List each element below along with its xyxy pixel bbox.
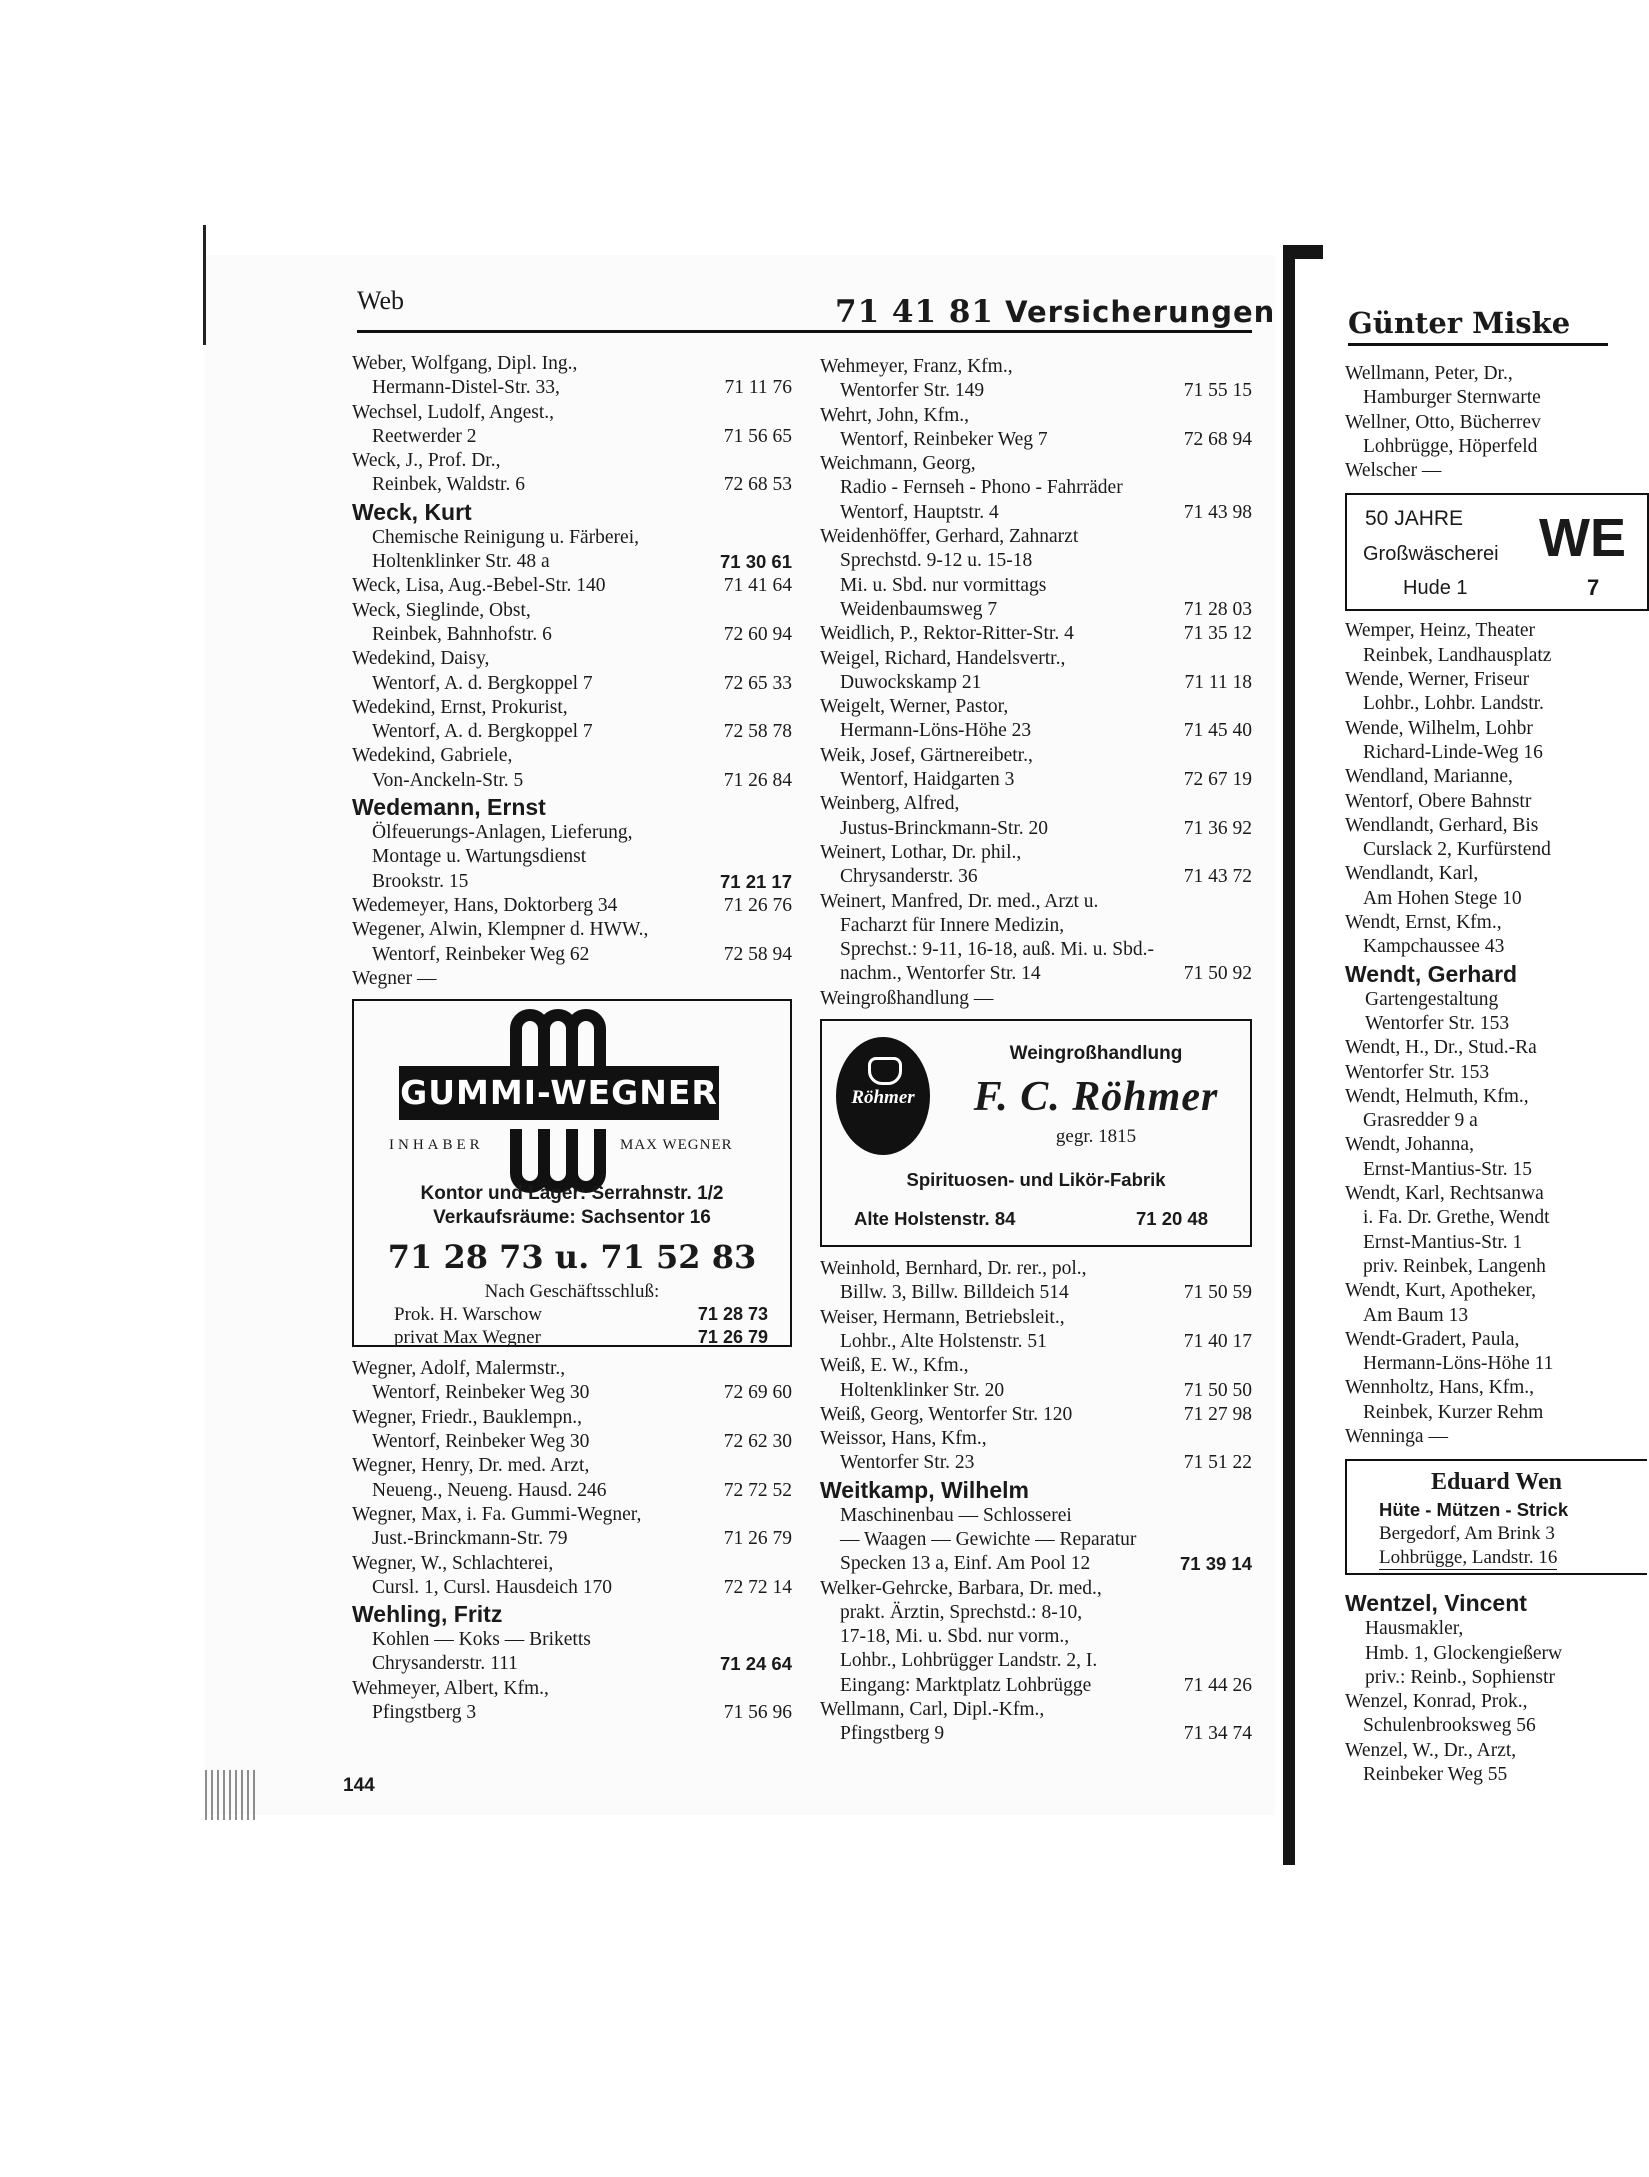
entry-line: Reinbek, Bahnhofstr. 6 [372,623,552,645]
entry-line: Hermann-Distel-Str. 33, [372,377,560,399]
advert-brand: WE [1539,508,1626,569]
advert-brand: GUMMI-WEGNER [399,1066,719,1120]
gummi-wegner-advert [352,999,792,1347]
advert-contact-row [394,1304,768,1326]
listing-entry [820,1403,1252,1427]
advert-inhaber: INHABER [389,1137,484,1154]
entry-group [1345,362,1605,483]
entry-line: Wendt, Kurt, Apotheker, [1345,1280,1536,1302]
phone-number: 71 27 98 [1183,1403,1252,1425]
listing-entry [820,647,1252,696]
grosswaescherei-advert [1345,493,1649,611]
entry-line: Chrysanderstr. 36 [840,866,978,888]
listing-entry [352,894,792,918]
listing-entry [1345,988,1605,1037]
entry-group [1345,1036,1605,1449]
entry-line: Lohbr., Alte Holstenstr. 51 [840,1330,1047,1352]
listing-entry [352,1357,792,1406]
entry-line: Hermann-Löns-Höhe 23 [840,720,1032,742]
listing-entry [820,1257,1252,1306]
advert-address: Alte Holstenstr. 84 [854,1208,1016,1230]
entry-heading: Wedemann, Ernst [352,794,546,821]
running-head-right [835,294,1275,330]
listing-entry [352,967,792,991]
column-left [352,352,792,1725]
phone-number: 72 72 52 [723,1479,792,1501]
phone-number: 71 26 84 [723,769,792,791]
phone-number: 72 67 19 [1183,769,1252,791]
listing-entry [820,695,1252,744]
advert-line: gegr. 1815 [1055,1126,1137,1148]
entry-line: Chemische Reinigung u. Färberei, [372,526,639,548]
entry-line: Wedekind, Ernst, Prokurist, [352,696,568,718]
listing-entry [820,355,1252,404]
listing-entry [352,401,792,450]
entry-line: Hamburger Sternwarte [1363,387,1541,409]
phone-number: 71 43 98 [1183,501,1252,523]
entry-line: Wellmann, Peter, Dr., [1345,363,1513,384]
phone-number: 71 11 76 [724,377,792,399]
entry-line: Weik, Josef, Gärtnereibetr., [820,744,1033,766]
phone-number: 71 20 48 [1135,1208,1208,1230]
entry-line: Holtenklinker Str. 48 a [372,551,550,573]
listing-entry [820,404,1252,453]
entry-line: Weinert, Lothar, Dr. phil., [820,841,1022,863]
entry-line: Wegner, Max, i. Fa. Gummi-Wegner, [352,1503,642,1525]
phone-number: 71 50 50 [1183,1379,1252,1401]
contact-label: privat Max Wegner [394,1327,541,1349]
listing-entry [820,622,1252,646]
entry-line: Kampchaussee 43 [1363,936,1505,958]
entry-line: Wedekind, Gabriele, [352,745,513,767]
entry-line: Weber, Wolfgang, Dipl. Ing., [352,353,578,374]
entry-line: Sprechstd. 9-12 u. 15-18 [840,550,1033,572]
phone-number: 71 26 79 [697,1327,768,1348]
entry-line: Grasredder 9 a [1363,1110,1478,1132]
entry-line: Billw. 3, Billw. Billdeich 514 [840,1282,1069,1304]
entry-line: Wendland, Marianne, [1345,766,1513,788]
listing-entry [820,792,1252,841]
listing-entry [820,452,1252,525]
advert-line: Hüte - Mützen - Strick [1379,1499,1569,1521]
entry-group [820,1577,1252,1747]
advert-owner: MAX WEGNER [620,1137,733,1154]
entry-line: Wentorf, Reinbeker Weg 7 [840,428,1048,450]
phone-number: 72 68 53 [723,474,792,496]
listing-entry [352,574,792,598]
listing-entry [352,647,792,696]
entry-line: Wegner, Adolf, Malermstr., [352,1358,566,1380]
entry-line: Ernst-Mantius-Str. 15 [1363,1158,1532,1180]
phone-number: 72 72 14 [723,1576,792,1598]
entry-line: Richard-Linde-Weg 16 [1363,741,1543,763]
advert-line: Kontor und Lager: Serrahnstr. 1/2 [420,1183,724,1205]
scan-edge-mark [203,225,206,345]
entry-line: Gartengestaltung [1365,988,1499,1010]
entry-line: Weinhold, Bernhard, Dr. rer., pol., [820,1258,1087,1280]
listing-entry [352,599,792,648]
advert-line: Weingroßhandlung [1009,1043,1183,1065]
entry-line: Wentorf, A. d. Bergkoppel 7 [372,672,593,694]
column-middle [820,355,1252,1747]
entry-line: Weiß, E. W., Kfm., [820,1355,969,1377]
advert-phones: 71 28 73 u. 71 52 83 [387,1238,757,1277]
entry-line: Weck, Sieglinde, Obst, [352,599,531,621]
entry-line: Wegner, W., Schlachterei, [352,1552,554,1574]
entry-heading: Weitkamp, Wilhelm [820,1476,1029,1503]
entry-line: Mi. u. Sbd. nur vormittags [840,574,1047,596]
phone-number: 71 28 73 [697,1304,768,1325]
listing-entry [352,696,792,745]
entry-line: Radio - Fernseh - Phono - Fahrräder [840,477,1123,499]
entry-line: Cursl. 1, Cursl. Hausdeich 170 [372,1576,612,1598]
entry-line: Wegner, Friedr., Bauklempn., [352,1406,582,1428]
entry-group [352,1357,792,1600]
phone-number: 71 44 26 [1183,1674,1252,1696]
entry-line: Wechsel, Ludolf, Angest., [352,401,555,423]
entry-line: Wentorfer Str. 153 [1345,1061,1490,1083]
scan-edge-noise [205,1770,255,1820]
phone-number: 71 21 17 [719,870,792,892]
entry-line: Weigel, Richard, Handelsvertr., [820,647,1066,669]
phone-number: 71 34 74 [1183,1723,1252,1745]
entry-line: Von-Anckeln-Str. 5 [372,769,524,791]
header-rule [357,330,1252,333]
entry-group [352,894,792,991]
entry-line: Pfingstberg 9 [840,1723,945,1745]
phone-number: 71 50 59 [1183,1282,1252,1304]
entry-line: Reinbek, Waldstr. 6 [372,474,525,496]
entry-line: Wendt, Johanna, [1345,1134,1474,1156]
entry-line: Curslack 2, Kurfürstend [1363,839,1551,861]
listing-entry [820,890,1252,987]
phone-number: 71 36 92 [1183,817,1252,839]
listing-entry [352,352,792,401]
entry-line: priv.: Reinb., Sophienstr [1365,1666,1555,1688]
entry-line: Wehmeyer, Franz, Kfm., [820,356,1013,377]
entry-line: Am Hohen Stege 10 [1363,887,1522,909]
entry-line: Hermann-Löns-Höhe 11 [1363,1353,1554,1375]
entry-group [1345,1690,1605,1787]
page-gutter [1283,245,1295,1865]
entry-line: Wentorf, Hauptstr. 4 [840,501,999,523]
phone-number: 71 56 96 [723,1701,792,1723]
listing-entry [352,918,792,967]
entry-line: Brookstr. 15 [372,870,469,892]
entry-line: Weidenhöffer, Gerhard, Zahnarzt [820,526,1079,548]
phone-number: 71 26 79 [723,1528,792,1550]
entry-line: Am Baum 13 [1363,1304,1469,1326]
entry-group [820,1257,1252,1476]
listing-entry [352,744,792,793]
entry-line: Wendt, Karl, Rechtsanwa [1345,1183,1544,1205]
entry-line: nachm., Wentorfer Str. 14 [840,963,1041,985]
entry-line: Reinbek, Kurzer Rehm [1363,1401,1544,1423]
advert-line: Großwäscherei [1363,543,1499,566]
entry-heading: Wentzel, Vincent [1345,1590,1527,1617]
phone-number: 71 56 65 [723,425,792,447]
entry-line: Wentorf, Haidgarten 3 [840,769,1015,791]
phone-number: 7 [1587,575,1600,601]
entry-line: Eingang: Marktplatz Lohbrügge [840,1674,1092,1696]
advert-after-hours: Nach Geschäftsschluß: [484,1281,660,1303]
entry-line: Chrysanderstr. 111 [372,1653,518,1675]
entry-line: Just.-Brinckmann-Str. 79 [372,1528,568,1550]
entry-line: Wende, Werner, Friseur [1345,669,1530,691]
entry-line: Welker-Gehrcke, Barbara, Dr. med., [820,1577,1102,1599]
entry-line: Maschinenbau — Schlosserei [840,1504,1072,1526]
entry-line: Wendt-Gradert, Paula, [1345,1328,1520,1350]
entry-line: Welscher — [1345,460,1442,482]
entry-line: Reinbek, Landhausplatz [1363,644,1552,666]
listing-entry [820,1427,1252,1476]
entry-line: Montage u. Wartungsdienst [372,846,587,868]
listing-entry [1345,1617,1605,1690]
entry-group [352,1677,792,1726]
listing-entry [820,525,1252,622]
phone-number: 72 60 94 [723,623,792,645]
listing-entry [352,1552,792,1601]
entry-line: Wehmeyer, Albert, Kfm., [352,1677,549,1699]
advert-firm-name: Eduard Wen [1431,1469,1562,1496]
entry-line: Weck, Lisa, Aug.-Bebel-Str. 140 [352,575,606,597]
advert-firm-name: F. C. Röhmer [973,1074,1219,1121]
entry-line: Wedemeyer, Hans, Doktorberg 34 [352,894,618,916]
entry-group [352,574,792,793]
entry-line: Weichmann, Georg, [820,453,976,475]
entry-group [352,352,792,498]
entry-line: Weingroßhandlung — [820,987,994,1009]
advert-line: 50 JAHRE [1365,507,1464,531]
entry-line: Wegner, Henry, Dr. med. Arzt, [352,1455,590,1477]
listing-entry [820,1698,1252,1747]
entry-line: Weiß, Georg, Wentorfer Str. 120 [820,1403,1073,1425]
entry-line: Wentorf, Reinbeker Weg 30 [372,1431,590,1453]
listing-entry [820,841,1252,890]
phone-number: 72 58 78 [723,721,792,743]
entry-line: Weidenbaumsweg 7 [840,598,998,620]
phone-number: 72 62 30 [723,1431,792,1453]
entry-line: Lohbrügge, Höperfeld [1363,435,1538,457]
phone-number: 72 58 94 [723,943,792,965]
entry-line: Wendt, Ernst, Kfm., [1345,912,1502,934]
entry-line: Duwockskamp 21 [840,671,982,693]
entry-line: Hausmakler, [1365,1618,1464,1640]
entry-line: Wentorf, Reinbeker Weg 30 [372,1382,590,1404]
logo-text: Röhmer [851,1087,915,1109]
entry-line: Sprechst.: 9-11, 16-18, auß. Mi. u. Sbd.- [840,939,1154,961]
phone-number: 71 45 40 [1183,720,1252,742]
advert-contact-row [394,1327,768,1349]
entry-line: 17-18, Mi. u. Sbd. nur vorm., [840,1626,1070,1648]
next-page-header: Günter Miske [1348,306,1571,340]
listing-entry [352,1503,792,1552]
entry-line: Wentorfer Str. 153 [1365,1012,1510,1034]
entry-line: Ölfeuerungs-Anlagen, Lieferung, [372,822,633,844]
entry-line: Wentorf, Obere Bahnstr [1345,790,1532,812]
entry-line: prakt. Ärztin, Sprechstd.: 8-10, [840,1601,1083,1623]
entry-group [820,355,1252,1011]
entry-line: Wentorfer Str. 149 [840,380,985,402]
entry-line: Wendt, H., Dr., Stud.-Ra [1345,1037,1537,1059]
entry-line: Specken 13 a, Einf. Am Pool 12 [840,1553,1091,1575]
entry-line: Wentorf, Reinbeker Weg 62 [372,943,590,965]
entry-line: — Waagen — Gewichte — Reparatur [840,1528,1137,1550]
entry-line: Justus-Brinckmann-Str. 20 [840,817,1048,839]
entry-line: i. Fa. Dr. Grethe, Wendt [1363,1207,1550,1229]
contact-label: Prok. H. Warschow [394,1304,542,1326]
entry-line: Kohlen — Koks — Briketts [372,1629,591,1651]
listing-entry [820,744,1252,793]
roehmer-logo-icon [836,1037,930,1155]
listing-entry [352,1454,792,1503]
phone-number: 71 35 12 [1183,623,1252,645]
entry-line: Ernst-Mantius-Str. 1 [1363,1231,1523,1253]
entry-line: Holtenklinker Str. 20 [840,1379,1005,1401]
entry-line: Weinberg, Alfred, [820,793,960,815]
entry-line: Wenzel, Konrad, Prok., [1345,1691,1528,1713]
phone-number: 72 68 94 [1183,428,1252,450]
entry-line: Wenninga — [1345,1425,1448,1447]
running-head-label: Versicherungen [1005,295,1276,329]
entry-line: Wendlandt, Karl, [1345,863,1479,885]
advert-line: Verkaufsräume: Sachsentor 16 [433,1207,711,1229]
phone-number: 71 55 15 [1183,380,1252,402]
eduard-advert [1345,1459,1647,1575]
advert-line: Bergedorf, Am Brink 3 [1379,1523,1555,1545]
listing-entry [352,1628,792,1677]
phone-number: 71 40 17 [1183,1330,1252,1352]
listing-entry [352,449,792,498]
listing-entry [352,1406,792,1455]
entry-line: Weck, J., Prof. Dr., [352,450,501,472]
entry-line: Wentorfer Str. 23 [840,1452,975,1474]
listing-entry [820,1577,1252,1698]
phone-number: 71 39 14 [1179,1553,1252,1575]
entry-line: Wellner, Otto, Bücherrev [1345,411,1541,433]
listing-entry [352,1677,792,1726]
entry-line: Weinert, Manfred, Dr. med., Arzt u. [820,890,1099,912]
phone-number: 72 65 33 [723,672,792,694]
entry-line: Lohbr., Lohbr. Landstr. [1363,693,1544,715]
entry-heading: Wendt, Gerhard [1345,960,1518,987]
entry-line: Wenzel, W., Dr., Arzt, [1345,1739,1517,1761]
entry-line: Lohbr., Lohbrügger Landstr. 2, I. [840,1650,1098,1672]
entry-line: Wegener, Alwin, Klempner d. HWW., [352,919,649,941]
entry-line: Reetwerder 2 [372,425,477,447]
phone-number: 71 30 61 [719,551,792,573]
entry-line: Pfingstberg 3 [372,1701,477,1723]
phone-number: 71 24 64 [719,1653,792,1675]
phone-number: 71 26 76 [723,894,792,916]
next-page-header-rule [1348,343,1608,346]
entry-line: Wedekind, Daisy, [352,648,490,670]
entry-line: Wemper, Heinz, Theater [1345,620,1536,642]
entry-line: priv. Reinbek, Langenh [1363,1255,1546,1277]
entry-line: Wendt, Helmuth, Kfm., [1345,1085,1529,1107]
advert-line: Lohbrügge, Landstr. 16 [1379,1547,1558,1569]
entry-line: Wehrt, John, Kfm., [820,404,969,426]
listing-entry [352,821,792,894]
phone-number: 71 51 22 [1183,1452,1252,1474]
entry-line: Wellmann, Carl, Dipl.-Kfm., [820,1699,1045,1721]
entry-line: Wendlandt, Gerhard, Bis [1345,814,1539,836]
entry-line: Neueng., Neueng. Hausd. 246 [372,1479,607,1501]
column-right-partial [1345,362,1626,1787]
entry-line: Wegner — [352,967,437,989]
entry-line: Weissor, Hans, Kfm., [820,1428,987,1450]
entry-line: Weigelt, Werner, Pastor, [820,696,1009,718]
entry-line: Facharzt für Innere Medizin, [840,914,1065,936]
listing-entry [820,987,1252,1011]
entry-group [1345,619,1605,959]
entry-line: Wennholtz, Hans, Kfm., [1345,1377,1535,1399]
phone-number: 71 43 72 [1183,866,1252,888]
advert-line: Hude 1 [1403,577,1468,600]
entry-line: Schulenbrooksweg 56 [1363,1715,1536,1737]
entry-line: Reinbeker Weg 55 [1363,1764,1508,1786]
listing-entry [352,526,792,575]
entry-line: Weidlich, P., Rektor-Ritter-Str. 4 [820,623,1074,645]
running-head-number: 71 41 81 [835,294,995,330]
entry-heading: Weck, Kurt [352,498,472,525]
entry-heading: Wehling, Fritz [352,1601,503,1628]
phone-number: 72 69 60 [723,1382,792,1404]
phone-number: 71 11 18 [1184,671,1252,693]
running-head-left: Web [357,286,404,315]
page-number: 144 [343,1775,375,1796]
phone-number: 71 50 92 [1183,963,1252,985]
entry-line: Wentorf, A. d. Bergkoppel 7 [372,721,593,743]
entry-line: Hmb. 1, Glockengießerw [1365,1642,1563,1664]
entry-line: Wende, Wilhelm, Lohbr [1345,717,1533,739]
listing-entry [820,1354,1252,1403]
advert-line: Spirituosen- und Likör-Fabrik [906,1169,1166,1191]
listing-entry [820,1306,1252,1355]
phone-number: 71 28 03 [1183,598,1252,620]
roehmer-advert [820,1019,1252,1247]
entry-line: Weiser, Hermann, Betriebsleit., [820,1306,1065,1328]
phone-number: 71 41 64 [723,575,792,597]
listing-entry [820,1504,1252,1577]
